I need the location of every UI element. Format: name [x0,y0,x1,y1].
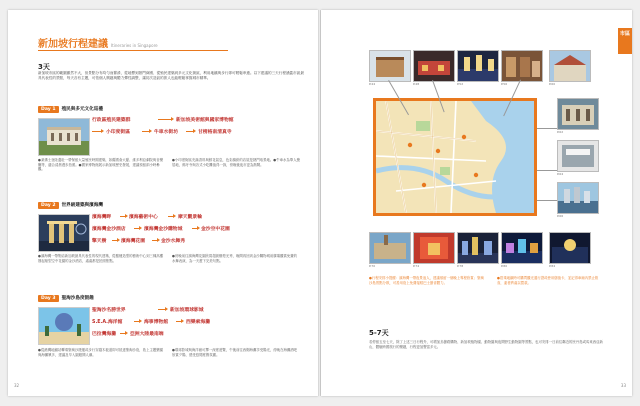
day3-route-1: 聖淘沙名勝世界 [92,308,126,313]
day3-arrow-4 [120,333,126,334]
section-heading: 3天 [38,63,50,71]
day2-route-8: 濱海灣花園 [121,239,145,244]
day3-text-a: ●從港灣地鐵站轉乘聖淘沙捷運或步行穿越木板道即可抵達聖淘沙島，島上主題樂園與海灘眾多，建議及早入園避開人潮。 [38,348,164,357]
day2-arrow-1 [120,216,126,217]
caption-10: P.74 [413,264,420,268]
leader-line-6 [537,200,557,201]
day2-arrow-6 [152,240,158,241]
day1-text-b: ●小印度街區充滿香料與鮮花氣息，色彩繽紛的店屋是熱門取景地。●牛車水為華人聚居地，佛牙寺與各式小吃攤值得一探，傍晚後夜市更為熱鬧。 [172,158,300,167]
caption-4: P.56 [501,82,508,86]
intro-paragraph: 新加坡市區的範圍雖然不大，但景點分布均勻而緊湊，從地標到熱門商圈、從殖民建築到多元文化街區，利用地鐵與步行即可輕鬆串連。以下建議的三天行程涵蓋市區最具代表性的景點，每天各有主題，可依個人興趣與體力彈性調整，讓初次造訪的旅人也能輕鬆掌握城市精華。 [38,71,304,80]
day1-route-3: 小印度街區 [106,130,130,135]
day1-arrow-3 [142,131,150,132]
tips-note-a: ●行程安排小提醒：濱海灣一帶夜景迷人，建議預留一個晚上專程欣賞；聖淘沙島景點分散，可善用島上免費接駁巴士節省體力。 [369,276,484,285]
leader-line-5 [537,170,557,171]
day3-route-5: 西樂索海灘 [186,320,210,325]
day1-arrow-4 [186,131,194,132]
leader-line-4 [537,128,557,129]
thumb-6 [557,98,599,130]
caption-1: P.44 [369,82,376,86]
day3-route-7: 亞洲大陸最南端 [130,332,164,337]
caption-12: P.80 [501,264,508,268]
day2-photo [38,214,90,252]
day3-arrow-3 [176,321,182,322]
thumb-9 [369,232,411,264]
day3-route-4: 海事博物館 [144,320,168,325]
day1-route-2: 新加坡美術館與國家博物館 [176,118,234,123]
day2-route-7: 擎天樹 [92,239,107,244]
day2-arrow-4 [192,228,198,229]
caption-2: P.48 [413,82,420,86]
left-page [8,10,318,396]
title-zh: 新加坡行程建議 [38,39,108,50]
day1-tag: Day 1 [38,106,59,113]
day2-text-a: ●濱海灣一帶集結新加坡最具代表性的現代建築，從榴槤造型的藝術中心到三棟高樓撐起船型空中花園的金沙酒店，處處都是拍照焦點。 [38,254,164,263]
day3-photo [38,307,90,345]
day2-route-3: 摩天觀景輪 [178,215,202,220]
day2-text-b: ●傍晚前往濱海灣花園欣賞超級樹燈光秀，晚間再回到金沙購物城前廣場觀賞免費的水舞表演，為一天畫下完美句點。 [172,254,298,263]
thumb-4 [501,50,543,82]
thumb-1 [369,50,411,82]
thumb-7 [557,140,599,172]
title-en: Itineraries in Singapore [111,43,158,48]
thumb-8 [557,182,599,214]
title-underline [38,50,228,51]
day3-route-6: 巴拉灣海灘 [92,332,116,337]
day3-text-b: ●環球影城與海洋館可擇一深度遊覽，午後前往西側海灘享受陽光，傍晚在海灘酒吧欣賞夕陽，感受悠閒度假氛圍。 [172,348,298,357]
section-side-tab: 市區 [618,28,632,54]
caption-13: P.84 [549,264,556,268]
caption-3: P.52 [457,82,464,86]
day1-heading [38,106,103,114]
day3-route-3: S.E.A.海洋館 [92,320,123,325]
thumb-5 [549,50,591,82]
day2-arrow-2 [168,216,174,217]
day3-heading [38,295,94,303]
section-heading-long: 5-7天 [369,329,389,337]
thumb-10 [413,232,455,264]
day1-label: 殖民與多元文化巡禮 [61,107,103,112]
day2-arrow-3 [134,228,140,229]
day2-route-2: 濱海藝術中心 [129,215,158,220]
day2-tag: Day 2 [38,202,59,209]
day2-route-1: 濱海灣畔 [92,215,112,220]
day2-route-4: 濱海灣金沙酒店 [92,227,126,232]
caption-9: P.70 [369,264,376,268]
day1-route-5: 甘榜格南清真寺 [198,130,232,135]
day1-arrow-1 [158,119,172,120]
page-number-left: 32 [14,383,20,388]
caption-8: P.66 [557,214,564,218]
day2-heading [38,202,103,210]
right-page [321,10,632,396]
thumb-13 [549,232,591,264]
day1-text-a: ●莱佛士登陸遺址一帶保留大量殖民時期建築，如舊國會大廈、維多利亞劇院與音樂廳等，適合清晨漫步拍照。●國家博物館展示新加坡歷史發展，建議預留兩小時參觀。 [38,158,164,172]
day3-tag: Day 3 [38,295,59,302]
thumb-3 [457,50,499,82]
day2-route-6: 金沙空中花園 [201,227,230,232]
day3-route-2: 新加坡環球影城 [170,308,204,313]
city-map [373,98,537,216]
tips-note-b: ●搭乘地鐵時可購買觀光通行證或使用儲值卡，並記得車廂內禁止飲食，違者將處以罰款。 [497,276,599,285]
page-title [38,35,158,50]
day2-route-5: 濱海灣金沙購物城 [144,227,183,232]
day1-route-1: 行政區殖民建築群 [92,118,131,123]
day1-route-4: 牛車水街坊 [154,130,178,135]
long-stay-paragraph: 若停留五至七天，除了上述三日行程外，可增加烏節路購物、新加坡植物園、動物園與夜間野生動物園等景點，也可安排一日前往鄰近的民丹島或馬來西亞新山，體驗跨國旅行的樂趣，行程更加豐富多元。 [369,340,603,349]
caption-7: P.64 [557,172,564,176]
day2-label: 世界級建築與濱海灣 [61,203,103,208]
thumb-11 [457,232,499,264]
day1-arrow-2 [92,131,102,132]
day3-label: 聖淘沙島度假趣 [61,296,94,301]
page-number-right: 33 [620,383,626,388]
thumb-12 [501,232,543,264]
caption-6: P.62 [557,130,564,134]
thumb-2 [413,50,455,82]
day1-photo [38,118,90,156]
day2-arrow-5 [112,240,118,241]
day3-arrow-2 [134,321,140,322]
caption-5: P.60 [549,82,556,86]
day2-route-9: 金沙水舞秀 [161,239,185,244]
day3-arrow-1 [158,309,166,310]
caption-11: P.78 [457,264,464,268]
map-graphic [376,101,534,213]
